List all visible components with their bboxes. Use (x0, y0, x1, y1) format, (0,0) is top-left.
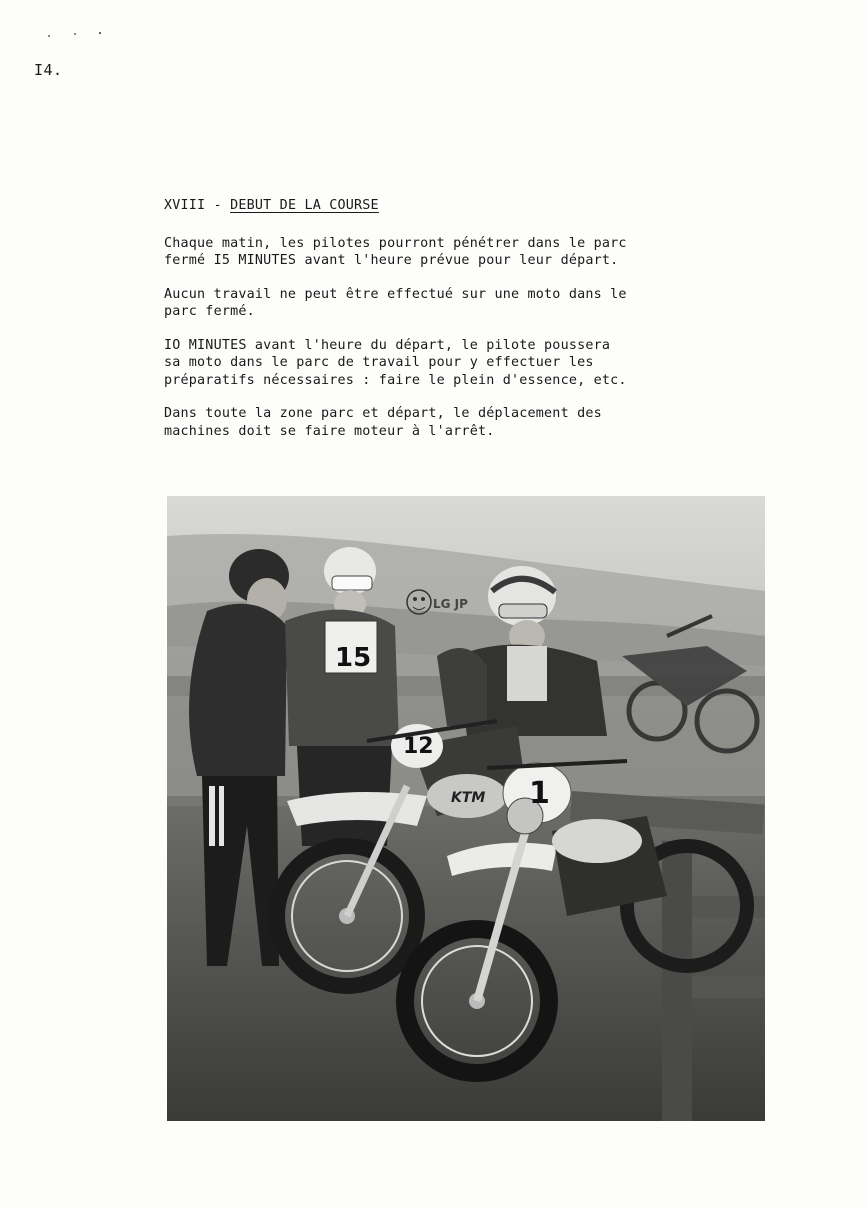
section-title: DEBUT DE LA COURSE (230, 198, 379, 213)
paper-specks (46, 30, 106, 40)
section-heading (164, 197, 764, 215)
page-number: I4. (34, 61, 63, 79)
document-body (164, 197, 764, 456)
plate-number-1: 1 (529, 776, 550, 811)
paragraph-engine-off: Dans toute la zone parc et départ, le déplacement des machines doit se faire moteur à l'arrêt. (164, 406, 602, 439)
paragraph-preparation: IO MINUTES avant l'heure du départ, le pilote poussera sa moto dans le parc de travail pour y effectuer les préparatifs nécessaires : faire le plein d'essence, etc. (164, 337, 627, 388)
paragraph-no-work: Aucun travail ne peut être effectué sur une moto dans le parc fermé. (164, 286, 627, 319)
riders-photo (167, 496, 765, 1121)
section-number: XVIII - (164, 198, 231, 213)
plate-number-12: 12 (403, 734, 434, 759)
paragraph-arrival: Chaque matin, les pilotes pourront pénétrer dans le parc fermé I5 MINUTES avant l'heure prévue pour leur départ. (164, 235, 627, 268)
tank-brand: KTM (451, 790, 486, 806)
bib-number-15: 15 (335, 643, 372, 673)
watermark-text: LG JP (433, 597, 468, 611)
